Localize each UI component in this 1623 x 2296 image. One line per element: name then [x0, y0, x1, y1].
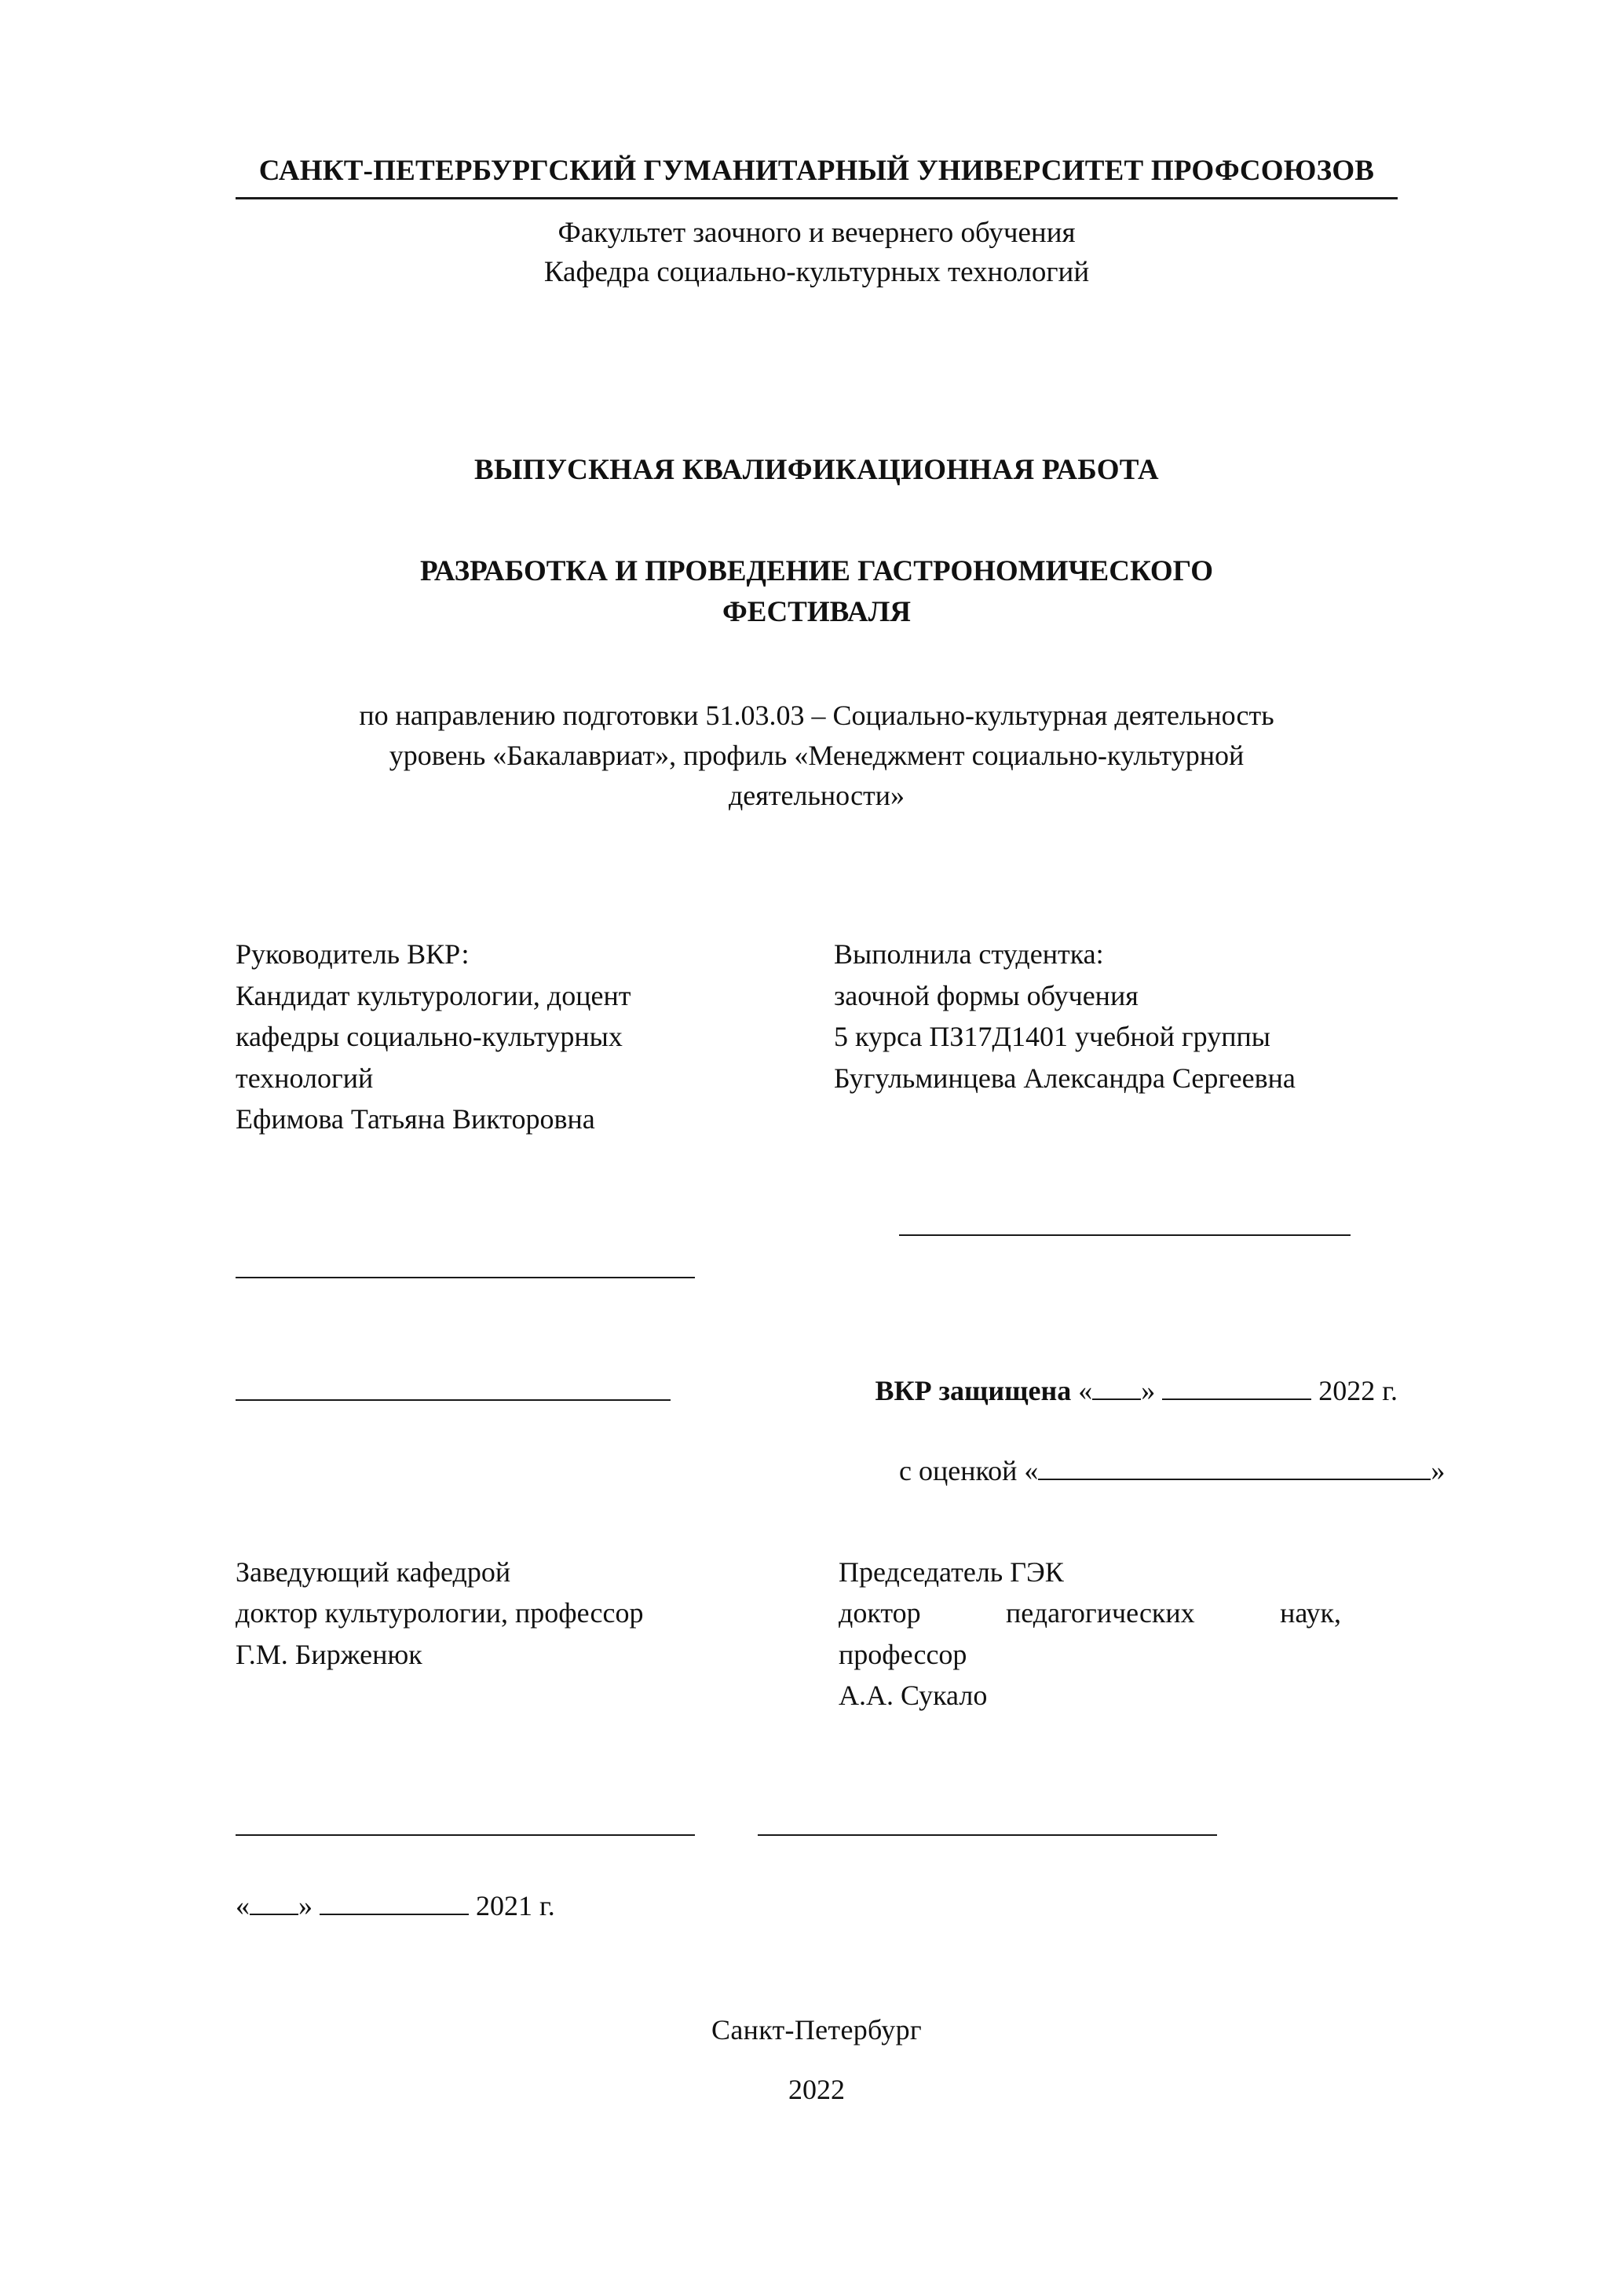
signature-gap	[695, 1834, 758, 1836]
sign-date-year: 2021 г.	[476, 1889, 555, 1921]
supervisor-column	[236, 934, 817, 1140]
header-divider	[236, 197, 1398, 199]
grade-row	[899, 1454, 1446, 1487]
gek-chair-name: А.А. Сукало	[839, 1680, 988, 1712]
student-name: Бугульминцева Александра Сергеевна	[834, 1062, 1296, 1094]
grade-quote-close: »	[1431, 1454, 1446, 1486]
sign-date-month-blank	[320, 1914, 469, 1915]
department-name: Кафедра социально-культурных технологий	[543, 256, 1090, 289]
gek-degree-line-2: профессор	[839, 1638, 967, 1670]
document-content	[236, 153, 1446, 2106]
gek-degree-line-1	[839, 1592, 1341, 1634]
officials-block	[236, 1552, 1398, 1717]
head-of-department-column	[236, 1552, 817, 1717]
program-line-2: уровень «Бакалавриат», профиль «Менеджмент социально-культурной	[389, 739, 1245, 771]
defense-month-blank	[1162, 1398, 1311, 1400]
sign-date-day-blank	[250, 1914, 298, 1915]
grade-quote-open: «	[1024, 1454, 1039, 1486]
city: Санкт-Петербург	[711, 2013, 922, 2046]
head-name: Г.М. Бирженюк	[236, 1638, 422, 1670]
defense-quote-open: «	[1078, 1374, 1093, 1406]
supervisor-name: Ефимова Татьяна Викторовна	[236, 1103, 595, 1135]
student-column	[817, 934, 1398, 1140]
head-signature-line	[236, 1834, 695, 1836]
grade-prefix: с оценкой	[899, 1454, 1018, 1486]
defense-day-blank	[1092, 1398, 1141, 1400]
supervisor-signature-line	[236, 1277, 695, 1278]
program-line-1: по направлению подготовки 51.03.03 – Социально-культурная деятельность	[359, 699, 1274, 731]
defense-info	[875, 1374, 1398, 1407]
gek-degree-word-1: доктор	[839, 1597, 921, 1629]
document-type-heading: ВЫПУСКНАЯ КВАЛИФИКАЦИОННАЯ РАБОТА	[474, 454, 1159, 487]
student-role-label: Выполнила студентка:	[834, 938, 1104, 971]
defense-label: ВКР защищена	[875, 1374, 1072, 1406]
gek-degree-word-2: педагогических	[1006, 1597, 1195, 1629]
student-form-of-study: заочной формы обучения	[834, 979, 1139, 1011]
sign-date-line	[236, 1889, 1398, 1922]
supervisor-student-block	[236, 934, 1398, 1140]
supervisor-second-signature-line	[236, 1399, 671, 1401]
head-role-label: Заведующий кафедрой	[236, 1556, 511, 1588]
student-signature-line	[899, 1234, 1351, 1236]
defense-row	[236, 1374, 1398, 1407]
university-title: САНКТ-ПЕТЕРБУРГСКИЙ ГУМАНИТАРНЫЙ УНИВЕРСИТЕТ ПРОФСОЮЗОВ	[258, 155, 1375, 187]
gek-chair-column	[817, 1552, 1398, 1717]
supervisor-position-line-1: Кандидат культурологии, доцент	[236, 979, 631, 1011]
sign-date-quote-close: »	[298, 1889, 313, 1921]
final-signature-lines	[236, 1834, 1398, 1836]
faculty-department-block	[236, 214, 1398, 292]
sign-date-quote-open: «	[236, 1889, 250, 1921]
head-degree: доктор культурологии, профессор	[236, 1597, 644, 1629]
year: 2022	[788, 2073, 845, 2105]
gek-role-label: Председатель ГЭК	[839, 1556, 1064, 1588]
program-block	[236, 696, 1398, 816]
work-title: РАЗРАБОТКА И ПРОВЕДЕНИЕ ГАСТРОНОМИЧЕСКОГО ФЕСТИВАЛЯ	[419, 555, 1214, 628]
program-line-3: деятельности»	[728, 779, 905, 811]
supervisor-position-line-2: кафедры социально-культурных	[236, 1021, 623, 1053]
supervisor-role-label: Руководитель ВКР:	[236, 938, 470, 971]
defense-quote-close: »	[1141, 1374, 1156, 1406]
defense-year: 2022 г.	[1318, 1374, 1398, 1406]
gek-chair-signature-line	[758, 1834, 1217, 1836]
grade-blank	[1038, 1479, 1431, 1480]
student-group: 5 курса ПЗ17Д1401 учебной группы	[834, 1021, 1270, 1053]
gek-degree-word-3: наук,	[1280, 1597, 1341, 1629]
faculty-name: Факультет заочного и вечернего обучения	[557, 217, 1076, 250]
supervisor-position-line-3: технологий	[236, 1062, 374, 1094]
